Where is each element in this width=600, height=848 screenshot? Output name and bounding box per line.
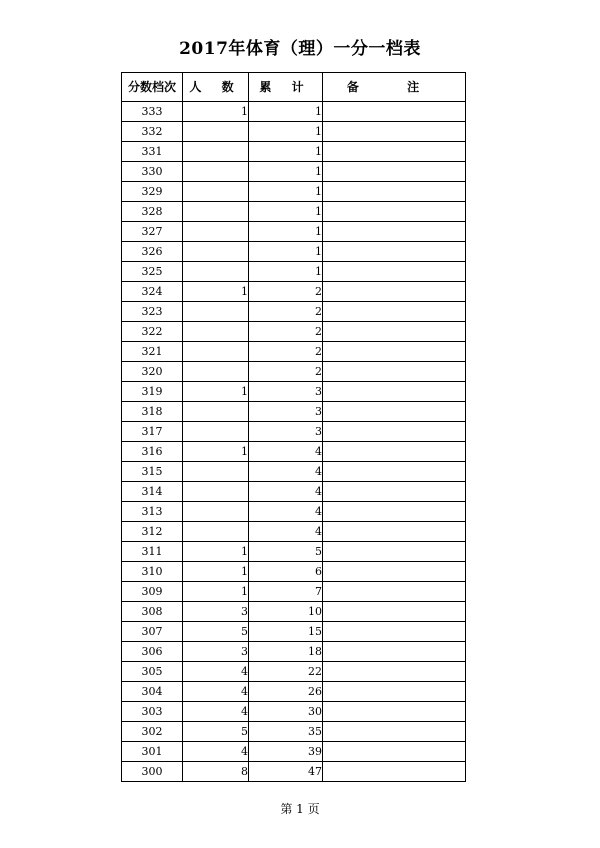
score-cell: 325	[122, 262, 183, 282]
score-cell: 308	[122, 602, 183, 622]
cumulative-cell: 22	[249, 662, 323, 682]
note-cell	[323, 602, 466, 622]
score-cell: 300	[122, 762, 183, 782]
table-row	[122, 502, 466, 522]
count-cell: 1	[183, 562, 249, 582]
note-cell	[323, 642, 466, 662]
table-row	[122, 722, 466, 742]
note-cell	[323, 142, 466, 162]
score-cell: 323	[122, 302, 183, 322]
cumulative-cell: 6	[249, 562, 323, 582]
count-cell: 3	[183, 602, 249, 622]
cumulative-cell: 10	[249, 602, 323, 622]
count-cell: 4	[183, 742, 249, 762]
table-row	[122, 182, 466, 202]
note-cell	[323, 382, 466, 402]
score-cell: 313	[122, 502, 183, 522]
score-cell: 310	[122, 562, 183, 582]
count-cell: 5	[183, 622, 249, 642]
count-cell	[183, 242, 249, 262]
cumulative-cell: 1	[249, 162, 323, 182]
count-cell	[183, 222, 249, 242]
header-notes: 备 注	[323, 73, 466, 102]
table-row	[122, 102, 466, 122]
table-row	[122, 522, 466, 542]
score-cell: 328	[122, 202, 183, 222]
note-cell	[323, 182, 466, 202]
cumulative-cell: 2	[249, 362, 323, 382]
cumulative-cell: 1	[249, 222, 323, 242]
count-cell	[183, 502, 249, 522]
score-cell: 306	[122, 642, 183, 662]
note-cell	[323, 662, 466, 682]
cumulative-cell: 5	[249, 542, 323, 562]
page-number: 第 1 页	[280, 802, 320, 816]
table-row	[122, 642, 466, 662]
table-row	[122, 582, 466, 602]
score-cell: 324	[122, 282, 183, 302]
score-cell: 311	[122, 542, 183, 562]
cumulative-cell: 3	[249, 382, 323, 402]
score-cell: 330	[122, 162, 183, 182]
note-cell	[323, 442, 466, 462]
cumulative-cell: 4	[249, 482, 323, 502]
header-cumulative: 累 计	[249, 73, 323, 102]
cumulative-cell: 35	[249, 722, 323, 742]
score-cell: 304	[122, 682, 183, 702]
score-cell: 320	[122, 362, 183, 382]
note-cell	[323, 742, 466, 762]
header-row	[122, 73, 466, 102]
table-row	[122, 262, 466, 282]
note-cell	[323, 222, 466, 242]
count-cell: 1	[183, 442, 249, 462]
header-count: 人 数	[183, 73, 249, 102]
note-cell	[323, 242, 466, 262]
count-cell	[183, 142, 249, 162]
cumulative-cell: 4	[249, 522, 323, 542]
cumulative-cell: 1	[249, 182, 323, 202]
count-cell: 8	[183, 762, 249, 782]
score-cell: 333	[122, 102, 183, 122]
note-cell	[323, 402, 466, 422]
table-row	[122, 442, 466, 462]
table-row	[122, 602, 466, 622]
count-cell: 1	[183, 382, 249, 402]
count-cell	[183, 262, 249, 282]
count-cell: 1	[183, 282, 249, 302]
table-row	[122, 542, 466, 562]
score-cell: 316	[122, 442, 183, 462]
cumulative-cell: 1	[249, 242, 323, 262]
table-row	[122, 462, 466, 482]
table-row	[122, 282, 466, 302]
cumulative-cell: 1	[249, 102, 323, 122]
score-cell: 302	[122, 722, 183, 742]
note-cell	[323, 702, 466, 722]
count-cell	[183, 462, 249, 482]
score-cell: 303	[122, 702, 183, 722]
count-cell: 4	[183, 702, 249, 722]
table-row	[122, 342, 466, 362]
count-cell: 1	[183, 102, 249, 122]
score-cell: 315	[122, 462, 183, 482]
score-cell: 331	[122, 142, 183, 162]
note-cell	[323, 522, 466, 542]
note-cell	[323, 762, 466, 782]
count-cell: 5	[183, 722, 249, 742]
table-row	[122, 562, 466, 582]
count-cell	[183, 362, 249, 382]
note-cell	[323, 542, 466, 562]
cumulative-cell: 1	[249, 142, 323, 162]
count-cell	[183, 422, 249, 442]
note-cell	[323, 562, 466, 582]
note-cell	[323, 162, 466, 182]
cumulative-cell: 2	[249, 302, 323, 322]
cumulative-cell: 2	[249, 322, 323, 342]
note-cell	[323, 202, 466, 222]
score-cell: 301	[122, 742, 183, 762]
score-cell: 329	[122, 182, 183, 202]
cumulative-cell: 2	[249, 342, 323, 362]
note-cell	[323, 322, 466, 342]
cumulative-cell: 47	[249, 762, 323, 782]
header-score-tier: 分数档次	[122, 73, 183, 102]
table-row	[122, 222, 466, 242]
score-distribution-table	[121, 72, 466, 782]
table-row	[122, 122, 466, 142]
table-row	[122, 242, 466, 262]
note-cell	[323, 102, 466, 122]
note-cell	[323, 622, 466, 642]
cumulative-cell: 15	[249, 622, 323, 642]
cumulative-cell: 1	[249, 262, 323, 282]
score-cell: 317	[122, 422, 183, 442]
count-cell	[183, 482, 249, 502]
note-cell	[323, 582, 466, 602]
count-cell: 1	[183, 582, 249, 602]
table-row	[122, 142, 466, 162]
note-cell	[323, 482, 466, 502]
table-row	[122, 702, 466, 722]
score-cell: 307	[122, 622, 183, 642]
score-cell: 332	[122, 122, 183, 142]
score-cell: 314	[122, 482, 183, 502]
table-row	[122, 742, 466, 762]
table-row	[122, 162, 466, 182]
note-cell	[323, 502, 466, 522]
score-cell: 321	[122, 342, 183, 362]
table-row	[122, 302, 466, 322]
document-title: 2017年体育（理）一分一档表	[179, 39, 421, 59]
table-row	[122, 762, 466, 782]
score-cell: 312	[122, 522, 183, 542]
note-cell	[323, 722, 466, 742]
note-cell	[323, 302, 466, 322]
score-cell: 327	[122, 222, 183, 242]
count-cell	[183, 522, 249, 542]
table-row	[122, 362, 466, 382]
cumulative-cell: 1	[249, 122, 323, 142]
cumulative-cell: 4	[249, 462, 323, 482]
cumulative-cell: 4	[249, 442, 323, 462]
table-header	[122, 73, 466, 102]
table-row	[122, 202, 466, 222]
count-cell: 4	[183, 682, 249, 702]
count-cell	[183, 402, 249, 422]
table-row	[122, 622, 466, 642]
table-row	[122, 662, 466, 682]
cumulative-cell: 2	[249, 282, 323, 302]
cumulative-cell: 30	[249, 702, 323, 722]
cumulative-cell: 18	[249, 642, 323, 662]
cumulative-cell: 4	[249, 502, 323, 522]
cumulative-cell: 3	[249, 422, 323, 442]
cumulative-cell: 1	[249, 202, 323, 222]
count-cell: 1	[183, 542, 249, 562]
note-cell	[323, 422, 466, 442]
count-cell	[183, 162, 249, 182]
count-cell	[183, 122, 249, 142]
cumulative-cell: 26	[249, 682, 323, 702]
note-cell	[323, 282, 466, 302]
note-cell	[323, 462, 466, 482]
score-cell: 322	[122, 322, 183, 342]
score-cell: 326	[122, 242, 183, 262]
cumulative-cell: 7	[249, 582, 323, 602]
count-cell: 3	[183, 642, 249, 662]
score-cell: 318	[122, 402, 183, 422]
note-cell	[323, 362, 466, 382]
count-cell	[183, 302, 249, 322]
count-cell	[183, 342, 249, 362]
table-row	[122, 682, 466, 702]
score-cell: 305	[122, 662, 183, 682]
table-row	[122, 322, 466, 342]
cumulative-cell: 39	[249, 742, 323, 762]
note-cell	[323, 122, 466, 142]
note-cell	[323, 262, 466, 282]
table-row	[122, 402, 466, 422]
score-cell: 309	[122, 582, 183, 602]
note-cell	[323, 682, 466, 702]
cumulative-cell: 3	[249, 402, 323, 422]
count-cell	[183, 202, 249, 222]
table-row	[122, 422, 466, 442]
score-cell: 319	[122, 382, 183, 402]
table-body	[122, 102, 466, 782]
table-row	[122, 382, 466, 402]
count-cell	[183, 182, 249, 202]
count-cell: 4	[183, 662, 249, 682]
table-row	[122, 482, 466, 502]
count-cell	[183, 322, 249, 342]
note-cell	[323, 342, 466, 362]
